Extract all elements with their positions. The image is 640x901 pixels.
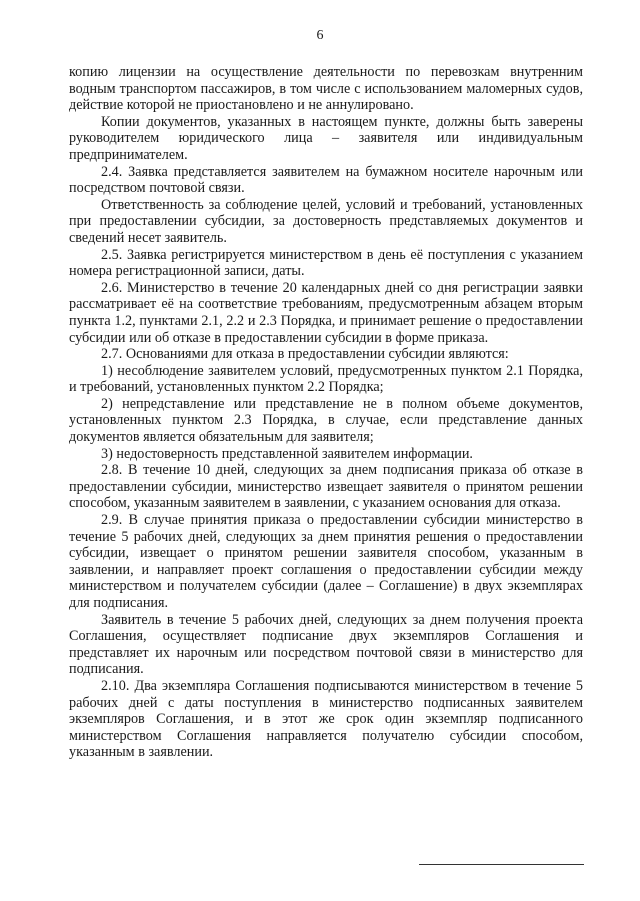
paragraph-2-6: 2.6. Министерство в течение 20 календарных дней со дня регистрации заявки рассматривает её на соответствие требованиям, предусмотренным абзацем вторым пункта 1.2, пунктами 2.1, 2.2 и 2.3 Порядка, и принимает решение о предоставлении субсидии или об отказе в предоставлении субсидии в форме приказа.: [69, 279, 583, 346]
page-number: 6: [316, 28, 324, 43]
paragraph-license-copy: копию лицензии на осуществление деятельности по перевозкам внутренним водным транспортом пассажиров, в том числе с использованием маломерных судов, действие которой не приостановлено и не аннулировано.: [69, 64, 583, 114]
paragraph-responsibility: Ответственность за соблюдение целей, условий и требований, установленных при предоставлении субсидии, за достоверность представляемых документов и сведений несет заявитель.: [69, 196, 583, 246]
paragraph-2-7-item-3: 3) недостоверность представленной заявителем информации.: [101, 445, 473, 462]
document-body: [69, 64, 583, 761]
paragraph-2-5: 2.5. Заявка регистрируется министерством в день её поступления с указанием номера регистрационной записи, даты.: [69, 246, 583, 280]
paragraph-applicant-signing: Заявитель в течение 5 рабочих дней, следующих за днем получения проекта Соглашения, осуществляет подписание двух экземпляров Соглашения и представляет их нарочным или посредством почтовой связи в министерство для подписания.: [69, 611, 583, 678]
footer-divider: [419, 864, 584, 865]
paragraph-2-9: 2.9. В случае принятия приказа о предоставлении субсидии министерство в течение 5 рабочих дней, следующих за днем принятия решения о предоставлении субсидии, извещает о принятом решении заявителя способом, указанным в заявлении, и направляет проект соглашения о предоставлении субсидии между министерством и получателем субсидии (далее – Соглашение) в двух экземплярах для подписания.: [69, 512, 583, 611]
paragraph-2-7: 2.7. Основаниями для отказа в предоставлении субсидии являются:: [101, 346, 509, 363]
paragraph-2-7-item-1: 1) несоблюдение заявителем условий, предусмотренных пунктом 2.1 Порядка, и требований, установленных пунктом 2.2 Порядка;: [69, 362, 583, 396]
paragraph-2-7-item-2: 2) непредставление или представление не в полном объеме документов, установленных пунктом 2.3 Порядка, в случае, если представление данных документов является обязательным для заявителя;: [69, 395, 583, 446]
paragraph-2-10: 2.10. Два экземпляра Соглашения подписываются министерством в течение 5 рабочих дней с даты поступления в министерство подписанных заявителем экземпляров Соглашения, и в этот же срок один экземпляр подписанного министерством Соглашения направляется получателю субсидии способом, указанным в заявлении.: [69, 677, 583, 761]
paragraph-document-copies: Копии документов, указанных в настоящем пункте, должны быть заверены руководителем юридического лица – заявителя или индивидуальным предпринимателем.: [69, 113, 583, 163]
paragraph-2-8: 2.8. В течение 10 дней, следующих за днем подписания приказа об отказе в предоставлении субсидии, министерство извещает заявителя о принятом решении способом, указанным заявителем в заявлении, с указанием основания для отказа.: [69, 462, 583, 512]
paragraph-2-4: 2.4. Заявка представляется заявителем на бумажном носителе нарочным или посредством почтовой связи.: [69, 163, 583, 197]
